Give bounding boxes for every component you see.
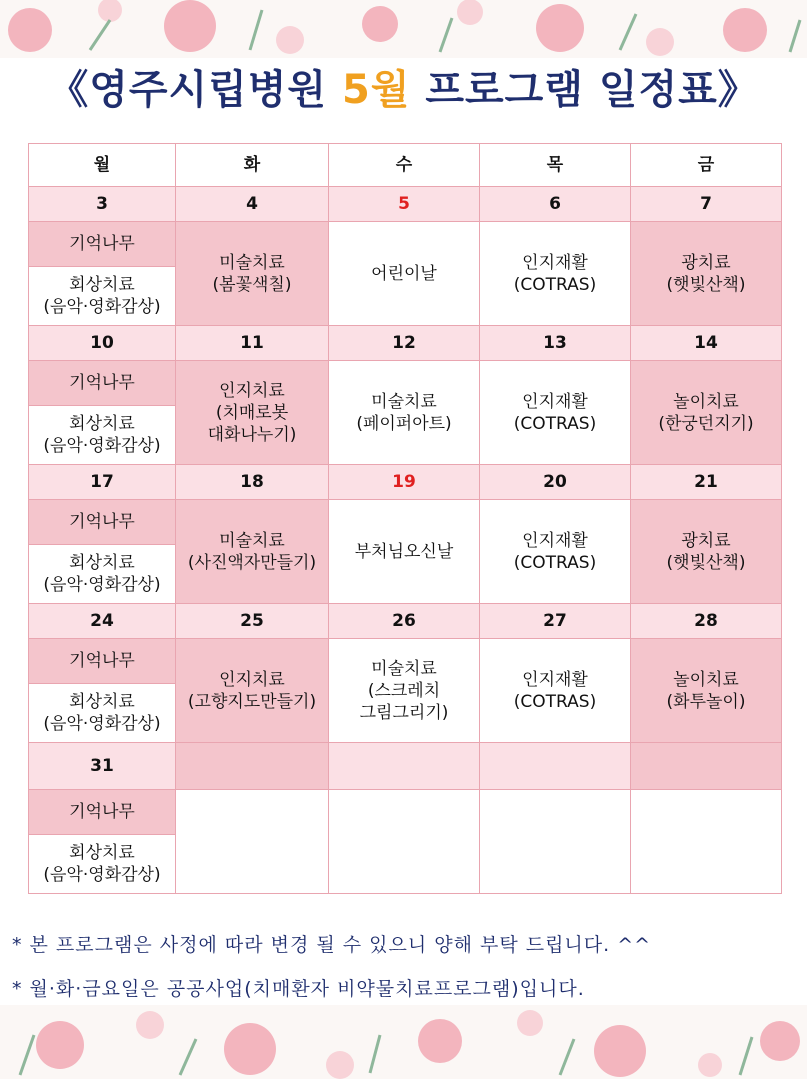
program-fri: 놀이치료 (한궁던지기)	[631, 361, 782, 465]
empty-cell	[480, 743, 631, 790]
program-mon-top: 기억나무	[29, 500, 176, 545]
footnotes	[12, 928, 802, 1016]
empty-cell	[176, 743, 329, 790]
date-cell: 18	[176, 465, 329, 500]
title-month: 5월	[341, 67, 411, 113]
date-row	[29, 187, 782, 222]
date-cell: 13	[480, 326, 631, 361]
footnote: * 월·화·금요일은 공공사업(치매환자 비약물치료프로그램)입니다.	[12, 978, 585, 1000]
date-cell: 28	[631, 604, 782, 639]
program-wed: 어린이날	[329, 222, 480, 326]
date-cell: 20	[480, 465, 631, 500]
program-tue: 인지치료 (치매로봇 대화나누기)	[176, 361, 329, 465]
program-tue: 미술치료 (사진액자만들기)	[176, 500, 329, 604]
program-thu: 인지재활 (COTRAS)	[480, 639, 631, 743]
date-row	[29, 465, 782, 500]
weekday-thu: 목	[480, 144, 631, 187]
weekday-fri: 금	[631, 144, 782, 187]
program-fri: 광치료 (햇빛산책)	[631, 500, 782, 604]
empty-cell	[329, 790, 480, 894]
program-mon-top: 기억나무	[29, 361, 176, 406]
flower-border-top	[0, 0, 807, 58]
date-cell-holiday: 5	[329, 187, 480, 222]
program-fri: 놀이치료 (화투놀이)	[631, 639, 782, 743]
page-title: 《영주시립병원 5월 프로그램 일정표》	[48, 67, 759, 113]
date-cell: 11	[176, 326, 329, 361]
empty-cell	[329, 743, 480, 790]
program-wed: 미술치료 (페이퍼아트)	[329, 361, 480, 465]
program-mon-top: 기억나무	[29, 222, 176, 267]
date-cell-holiday: 19	[329, 465, 480, 500]
date-cell: 4	[176, 187, 329, 222]
program-thu: 인지재활 (COTRAS)	[480, 500, 631, 604]
program-thu: 인지재활 (COTRAS)	[480, 222, 631, 326]
date-cell: 24	[29, 604, 176, 639]
date-row	[29, 326, 782, 361]
weekday-tue: 화	[176, 144, 329, 187]
empty-cell	[480, 790, 631, 894]
empty-cell	[176, 790, 329, 894]
date-cell: 31	[29, 743, 176, 790]
program-mon-bottom: 회상치료 (음악·영화감상)	[29, 267, 176, 326]
program-wed: 미술치료 (스크레치 그림그리기)	[329, 639, 480, 743]
date-cell: 25	[176, 604, 329, 639]
weekday-header-row	[29, 144, 782, 187]
date-row	[29, 604, 782, 639]
flower-border-bottom	[0, 1005, 807, 1079]
date-cell: 3	[29, 187, 176, 222]
program-mon-bottom: 회상치료 (음악·영화감상)	[29, 406, 176, 465]
weekday-wed: 수	[329, 144, 480, 187]
empty-cell	[631, 790, 782, 894]
program-mon-top: 기억나무	[29, 790, 176, 835]
weekday-mon: 월	[29, 144, 176, 187]
program-tue: 인지치료 (고향지도만들기)	[176, 639, 329, 743]
date-cell: 21	[631, 465, 782, 500]
program-mon-bottom: 회상치료 (음악·영화감상)	[29, 835, 176, 894]
date-cell: 26	[329, 604, 480, 639]
program-fri: 광치료 (햇빛산책)	[631, 222, 782, 326]
date-cell: 7	[631, 187, 782, 222]
program-thu: 인지재활 (COTRAS)	[480, 361, 631, 465]
program-tue: 미술치료 (봄꽃색칠)	[176, 222, 329, 326]
program-mon-top: 기억나무	[29, 639, 176, 684]
program-mon-bottom: 회상치료 (음악·영화감상)	[29, 684, 176, 743]
program-wed: 부처님오신날	[329, 500, 480, 604]
date-cell: 17	[29, 465, 176, 500]
date-cell: 27	[480, 604, 631, 639]
date-row	[29, 743, 782, 790]
date-cell: 14	[631, 326, 782, 361]
schedule-table	[28, 143, 782, 894]
date-cell: 10	[29, 326, 176, 361]
date-cell: 6	[480, 187, 631, 222]
date-cell: 12	[329, 326, 480, 361]
program-mon-bottom: 회상치료 (음악·영화감상)	[29, 545, 176, 604]
empty-cell	[631, 743, 782, 790]
footnote: * 본 프로그램은 사정에 따라 변경 될 수 있으니 양해 부탁 드립니다. ^^	[12, 934, 652, 956]
